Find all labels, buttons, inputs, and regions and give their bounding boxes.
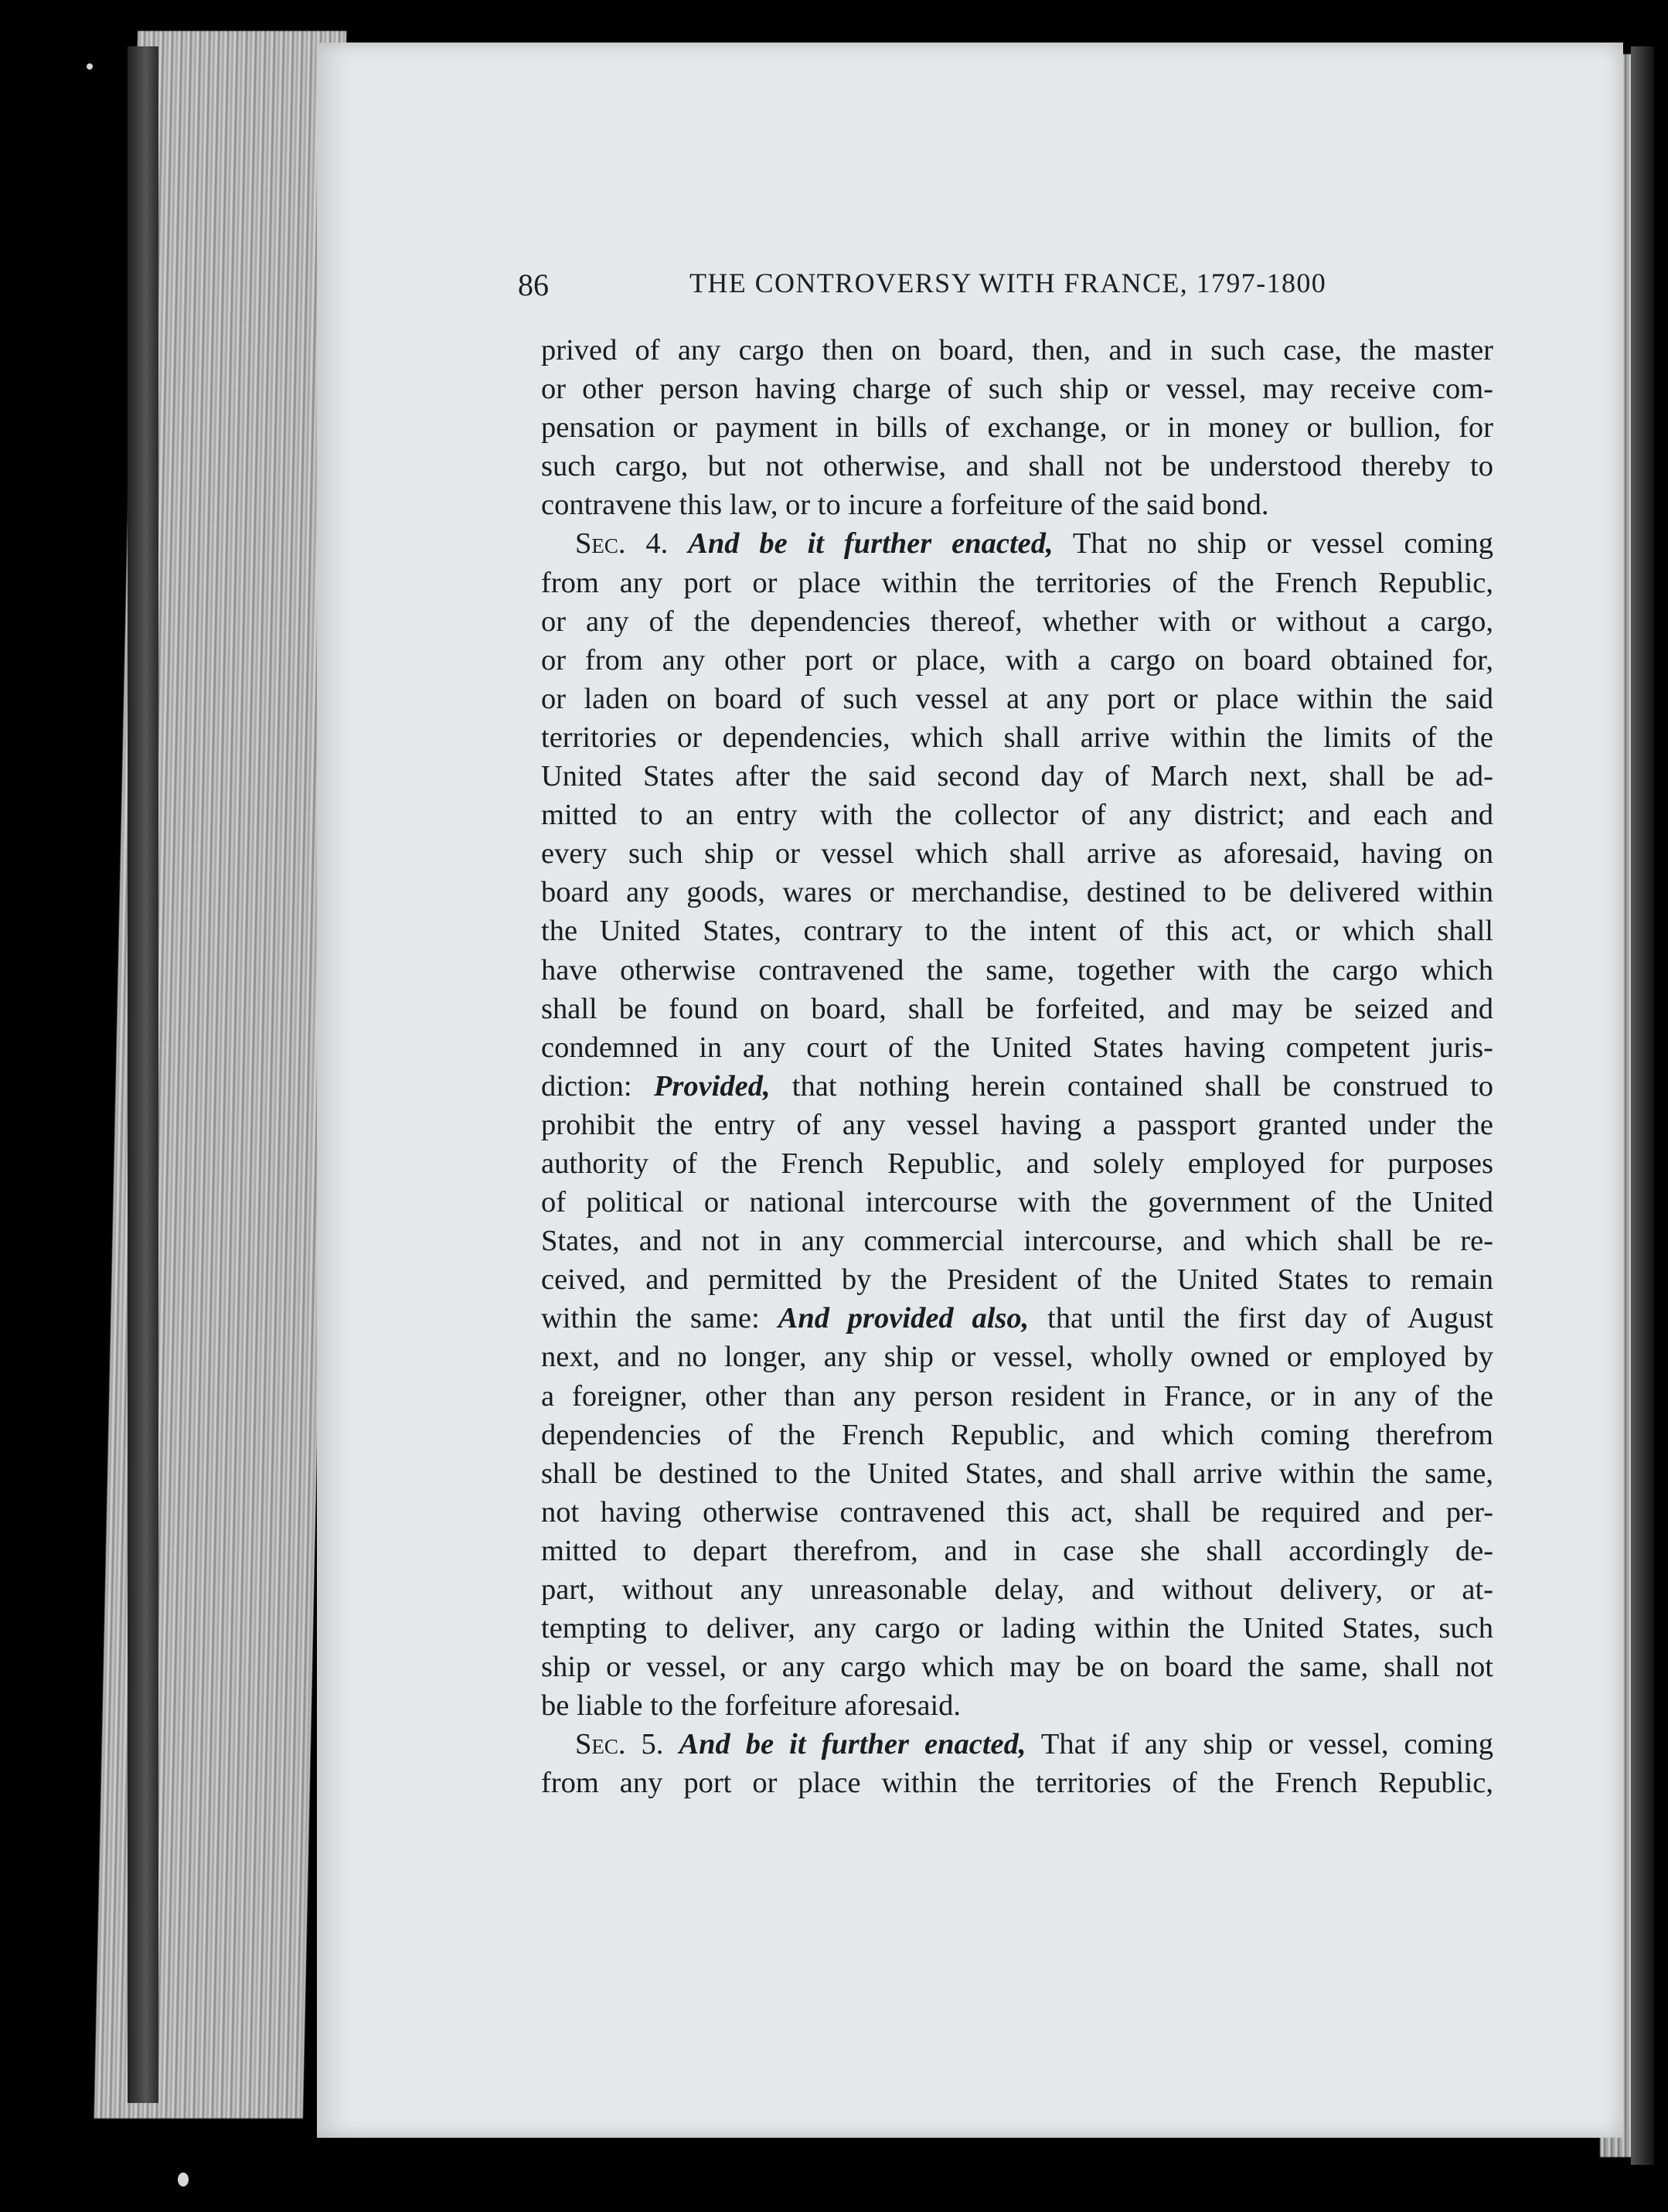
text-line: ceived, and permitted by the President of the United States to remain xyxy=(541,1263,1493,1297)
text-line: from any port or place within the territories of the French Republic, xyxy=(541,1767,1493,1800)
text-line: prived of any cargo then on board, then, and in such case, the master xyxy=(541,334,1493,366)
text-line: board any goods, wares or merchandise, destined to be delivered within xyxy=(541,876,1493,909)
text-line: States, and not in any commercial intercourse, and which shall be re- xyxy=(541,1225,1493,1258)
page-number: 86 xyxy=(518,268,549,302)
text-line: every such ship or vessel which shall arrive as aforesaid, having on xyxy=(541,837,1493,871)
text-line: part, without any unreasonable delay, and without delivery, or at- xyxy=(541,1573,1493,1606)
enacting-clause: And be it further enacted, xyxy=(688,527,1054,561)
proviso-clause: And provided also, xyxy=(778,1302,1030,1335)
text-line: authority of the French Republic, and solely employed for purposes xyxy=(541,1147,1493,1180)
text-line: the United States, contrary to the intent of this act, or which shall xyxy=(541,915,1493,948)
right-edge-shadow xyxy=(1631,46,1654,2165)
text-line: or laden on board of such vessel at any port or place within the said xyxy=(541,682,1493,715)
running-title: THE CONTROVERSY WITH FRANCE, 1797-1800 xyxy=(689,268,1327,298)
text-line xyxy=(541,1299,1493,1338)
line-text: within the same: xyxy=(541,1302,760,1335)
text-line: United States after the said second day of March next, shall be ad- xyxy=(541,760,1493,793)
text-line: territories or dependencies, which shall arrive within the limits of the xyxy=(541,721,1493,754)
text-line: mitted to an entry with the collector of any district; and each and xyxy=(541,799,1493,832)
line-text: diction: xyxy=(541,1069,632,1103)
text-line: shall be found on board, shall be forfeited, and may be seized and xyxy=(541,992,1493,1025)
text-line: not having otherwise contravened this act, shall be required and per- xyxy=(541,1495,1493,1529)
text-line: a foreigner, other than any person resident in France, or in any of the xyxy=(541,1379,1493,1413)
text-line: such cargo, but not otherwise, and shall not be understood thereby to xyxy=(541,450,1493,483)
proviso-clause: Provided, xyxy=(653,1069,771,1103)
text-line: contravene this law, or to incure a forfeiture of the said bond. xyxy=(541,489,1269,522)
text-line: tempting to deliver, any cargo or lading within the United States, such xyxy=(541,1612,1493,1645)
text-line: or other person having charge of such ship or vessel, may receive com- xyxy=(541,373,1493,406)
line-text: That if any ship or vessel, coming xyxy=(1040,1728,1493,1761)
text-line: ship or vessel, or any cargo which may be on board the same, shall not xyxy=(541,1651,1493,1684)
dust-speck xyxy=(87,63,93,70)
text-line: condemned in any court of the United States having competent juris- xyxy=(541,1031,1493,1064)
text-line: or from any other port or place, with a cargo on board obtained for, xyxy=(541,643,1493,677)
section-label: Sec. 4. xyxy=(575,527,669,561)
line-text: that until the first day of August xyxy=(1047,1302,1493,1335)
text-line: pensation or payment in bills of exchange, or in money or bullion, for xyxy=(541,411,1493,445)
text-line: be liable to the forfeiture aforesaid. xyxy=(541,1689,962,1723)
text-line: shall be destined to the United States, and shall arrive within the same, xyxy=(541,1457,1493,1490)
line-text: That no ship or vessel coming xyxy=(1072,527,1493,561)
text-line: of political or national intercourse with the government of the United xyxy=(541,1186,1493,1219)
enacting-clause: And be it further enacted, xyxy=(679,1728,1026,1761)
text-line: from any port or place within the territories of the French Republic, xyxy=(541,566,1493,599)
dust-speck xyxy=(178,2173,189,2186)
section-label: Sec. 5. xyxy=(575,1728,664,1761)
text-line: mitted to depart therefrom, and in case she shall accordingly de- xyxy=(541,1534,1493,1567)
text-line xyxy=(541,1067,1493,1106)
body-text xyxy=(541,331,1493,1803)
text-line: have otherwise contravened the same, together with the cargo which xyxy=(541,953,1493,987)
left-binding-shadow xyxy=(128,46,158,2103)
running-head xyxy=(518,267,1507,305)
text-line: next, and no longer, any ship or vessel, wholly owned or employed by xyxy=(541,1341,1493,1374)
text-line: prohibit the entry of any vessel having a passport granted under the xyxy=(541,1108,1493,1141)
text-line xyxy=(541,524,1493,563)
line-text: that nothing herein contained shall be construed to xyxy=(791,1069,1493,1103)
text-line xyxy=(541,1725,1493,1764)
text-line: dependencies of the French Republic, and which coming therefrom xyxy=(541,1418,1493,1451)
text-line: or any of the dependencies thereof, whether with or without a cargo, xyxy=(541,605,1493,638)
